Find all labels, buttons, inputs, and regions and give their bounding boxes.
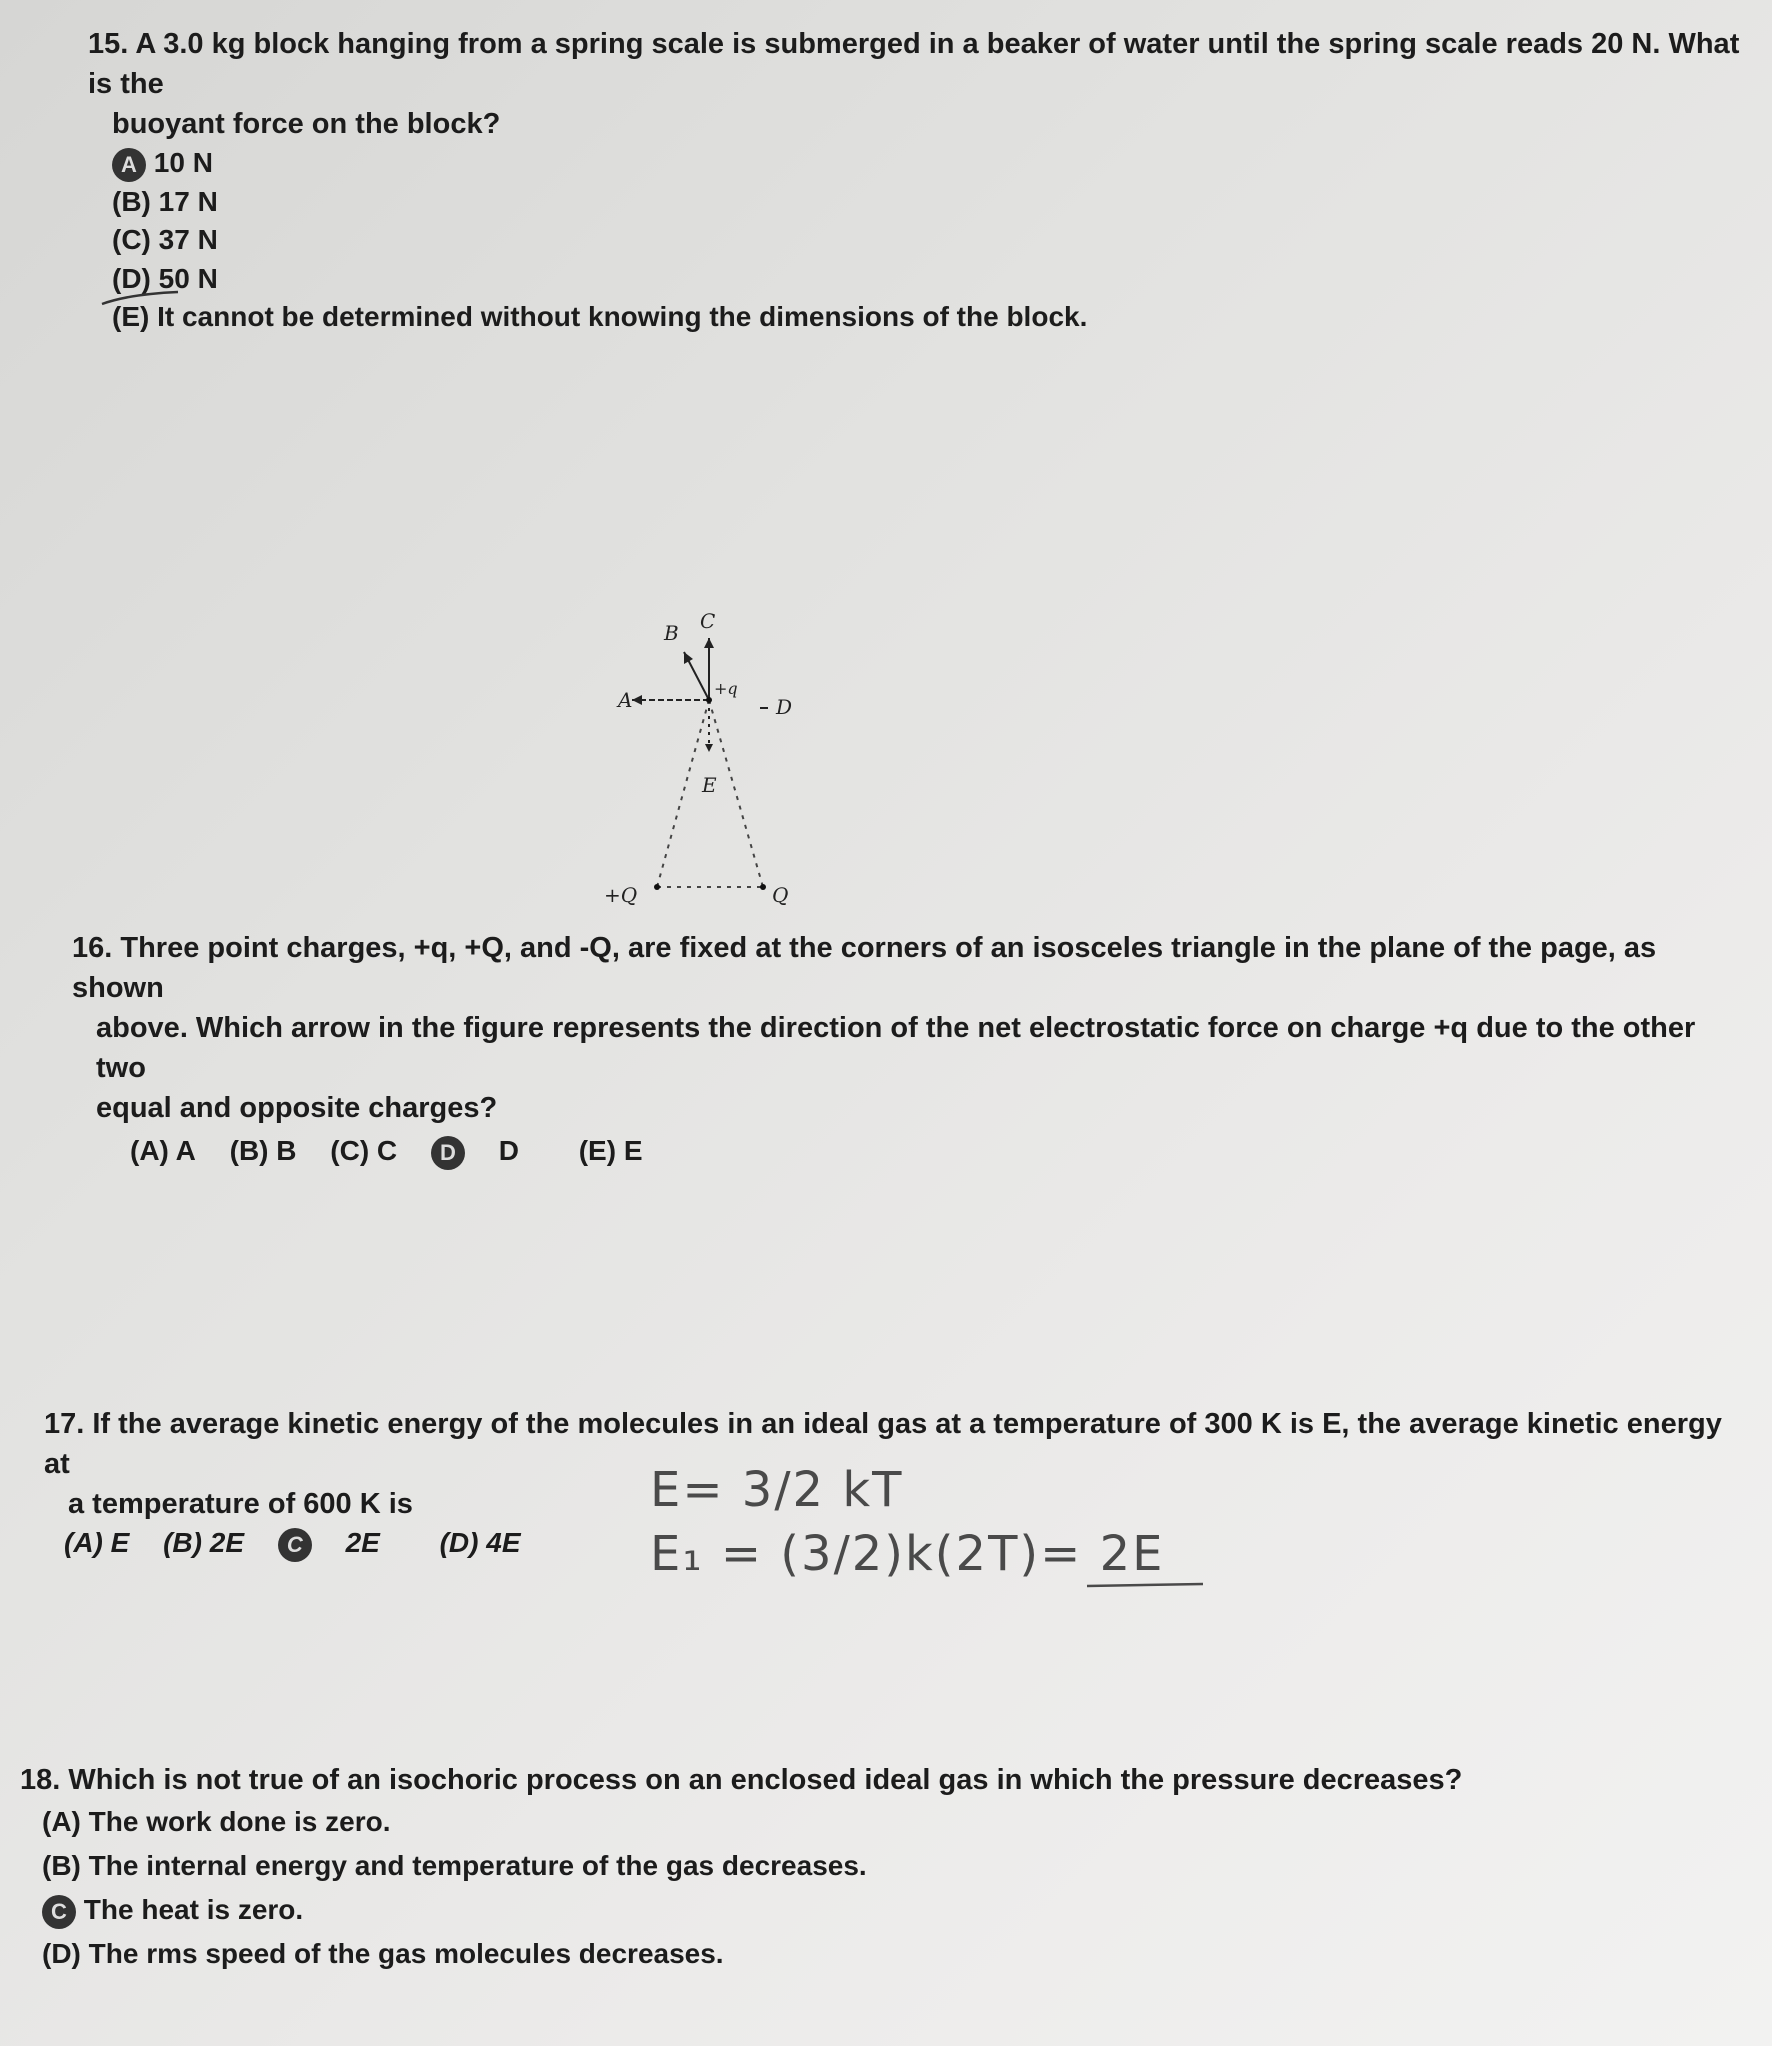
option-d[interactable]: (D) 4E [439, 1527, 521, 1558]
option-text: 2E [345, 1527, 380, 1558]
option-d-marked[interactable] [431, 1135, 553, 1166]
stem-line: A 3.0 kg block hanging from a spring scale is submerged in a beaker of water until the spring scale reads 20 N. What is the [88, 28, 1740, 100]
charge-minus-Q [760, 884, 766, 890]
circled-answer-mark: D [431, 1136, 465, 1170]
question-15-options [88, 144, 1748, 337]
option-e[interactable]: (E) It cannot be determined without knowing the dimensions of the block. [112, 301, 1088, 332]
option-e[interactable]: (E) E [578, 1135, 643, 1166]
handwritten-formula-line2: E₁ = (3/2)k(2T)= 2E [650, 1526, 1165, 1582]
option-a[interactable]: (A) A [130, 1135, 196, 1166]
question-15 [88, 24, 1748, 337]
label-e: E [702, 773, 717, 797]
circled-answer-mark: C [42, 1895, 76, 1929]
option-b[interactable]: (B) The internal energy and temperature of the gas decreases. [42, 1850, 867, 1881]
question-16 [72, 928, 1752, 1171]
handwritten-formula-line1: E= 3/2 kT [650, 1462, 904, 1518]
label-c: C [700, 609, 716, 633]
option-a-marked[interactable] [112, 144, 1748, 183]
option-d[interactable]: (D) 50 N [112, 262, 218, 294]
circled-answer-mark: C [278, 1528, 312, 1562]
pencil-stroke-mark [100, 290, 180, 310]
option-d[interactable]: (D) The rms speed of the gas molecules decreases. [42, 1938, 724, 1969]
option-c-marked[interactable] [42, 1888, 1720, 1932]
question-16-stem-cont: equal and opposite charges? [96, 1092, 498, 1124]
question-18 [20, 1760, 1720, 1976]
charge-plus-q [706, 697, 712, 703]
question-18-options [20, 1800, 1720, 1976]
charge-triangle-diagram [600, 600, 820, 920]
question-16-options [72, 1132, 1752, 1171]
label-b: B [664, 621, 679, 645]
handwritten-underline [1085, 1580, 1205, 1590]
question-17-stem: 17. If the average kinetic energy of the molecules in an ideal gas at a temperature of 300 K is E, the average kinetic energy at [44, 1408, 1722, 1480]
option-a[interactable]: (A) The work done is zero. [42, 1806, 391, 1837]
question-number: 15. [88, 28, 129, 60]
label-plus-Q: +Q [604, 883, 638, 907]
option-a[interactable]: (A) E [64, 1527, 130, 1558]
option-c-marked[interactable] [278, 1527, 414, 1558]
option-text: 10 N [153, 147, 213, 178]
triangle-right-side [709, 700, 763, 887]
option-b[interactable]: (B) 2E [163, 1527, 245, 1558]
option-b[interactable]: (B) 17 N [112, 185, 218, 217]
circled-answer-mark: A [112, 148, 146, 182]
label-d: D [776, 695, 793, 719]
option-c[interactable]: (C) C [330, 1135, 398, 1166]
option-c[interactable]: (C) 37 N [112, 224, 218, 255]
label-q: +q [714, 679, 738, 698]
charge-plus-Q [654, 884, 660, 890]
question-15-stem-cont: buoyant force on the block? [112, 108, 501, 140]
question-16-stem: 16. Three point charges, +q, +Q, and -Q, are fixed at the corners of an isosceles triangle in the plane of the page, as shown [72, 932, 1657, 1004]
question-15-stem [88, 24, 1748, 104]
option-b[interactable]: (B) B [229, 1135, 297, 1166]
question-17-stem-cont: a temperature of 600 K is [68, 1488, 413, 1520]
option-text: The heat is zero. [83, 1894, 304, 1925]
question-18-stem: 18. Which is not true of an isochoric process on an enclosed ideal gas in which the pressure decreases? [20, 1764, 1463, 1796]
option-text: D [498, 1135, 519, 1166]
question-16-stem-cont: above. Which arrow in the figure represents the direction of the net electrostatic force on charge +q due to the other two [96, 1012, 1696, 1084]
label-minus-Q: Q [772, 883, 789, 907]
label-a: A [618, 688, 633, 712]
